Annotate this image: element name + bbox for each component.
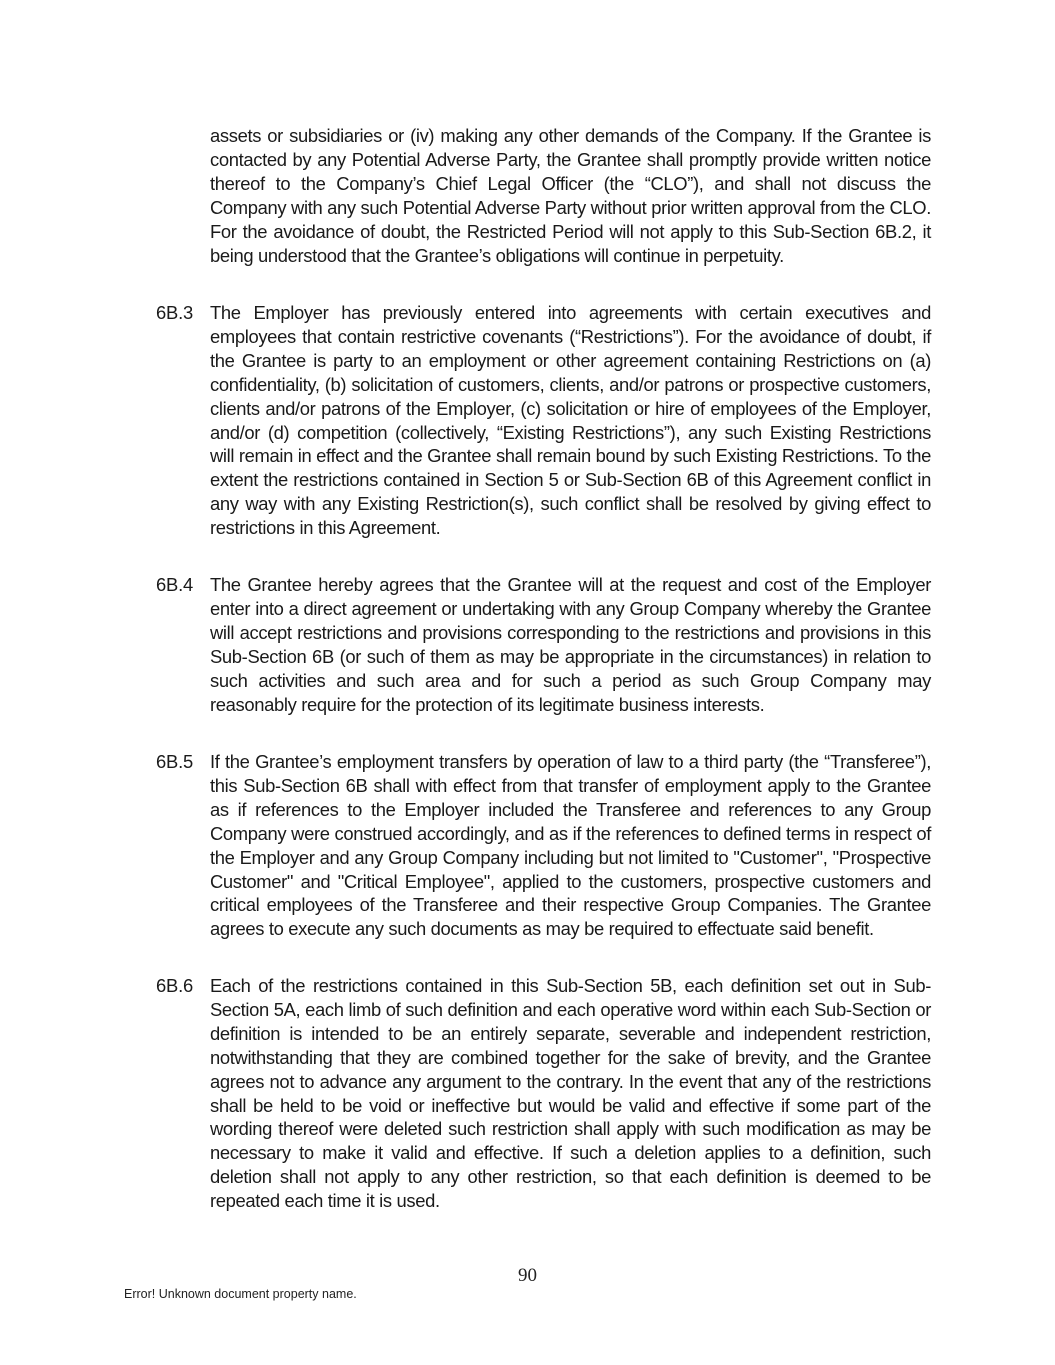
section-number-6b5: 6B.5 <box>156 751 194 772</box>
section-number-6b4: 6B.4 <box>156 574 194 595</box>
section-number-6b6: 6B.6 <box>156 975 194 996</box>
footer-text: Error! Unknown document property name. <box>124 1287 357 1301</box>
section-paragraph-6b5: If the Grantee’s employment transfers by operation of law to a third party (the “Transferee”), this Sub-Section 6B shall with effect from that transfer of employment apply to the Grantee as if references to the Employer included the Transferee and references to any Group Company were construed accordingly, and as if the references to defined terms in respect of the Employer and any Group Company including but not limited to "Customer", "Prospective Customer" and "Critical Employee", applied to the customers, prospective customers and critical employees of the Transferee and their respective Group Companies. The Grantee agrees to execute any such documents as may be required to effectuate said benefit. <box>210 751 931 940</box>
continuation-paragraph: assets or subsidiaries or (iv) making any other demands of the Company. If the Grantee is contacted by any Potential Adverse Party, the Grantee shall promptly provide written notice thereof to the Company’s Chief Legal Officer (the “CLO”), and shall not discuss the Company with any such Potential Adverse Party without prior written approval from the CLO. For the avoidance of doubt, the Restricted Period will not apply to this Sub-Section 6B.2, it being understood that the Grantee’s obligations will continue in perpetuity. <box>210 125 931 266</box>
section-number-6b3: 6B.3 <box>156 302 194 323</box>
page-number: 90 <box>518 1265 537 1286</box>
section-paragraph-6b6: Each of the restrictions contained in this Sub-Section 5B, each definition set out in Sub-Section 5A, each limb of such definition and each operative word within each Sub-Section or definition is intended to be an entirely separate, severable and independent restriction, notwithstanding that they are combined together for the sake of brevity, and the Grantee agrees not to advance any argument to the contrary. In the event that any of the restrictions shall be held to be void or ineffective but would be valid and effective if some part of the wording thereof were deleted such restriction shall apply with such modification as may be necessary to make it valid and effective. If such a deletion applies to a definition, such deletion shall not apply to any other restriction, so that each definition is deemed to be repeated each time it is used. <box>210 975 931 1212</box>
section-paragraph-6b3: The Employer has previously entered into agreements with certain executives and employees that contain restrictive covenants (“Restrictions”). For the avoidance of doubt, if the Grantee is party to an employment or other agreement containing Restrictions on (a) confidentiality, (b) solicitation of customers, clients, and/or patrons or prospective customers, clients and/or patrons of the Employer, (c) solicitation or hire of employees of the Employer, and/or (d) competition (collectively, “Existing Restrictions”), any such Existing Restrictions will remain in effect and the Grantee shall remain bound by such Existing Restrictions. To the extent the restrictions contained in Section 5 or Sub-Section 6B of this Agreement conflict in any way with any Existing Restriction(s), such conflict shall be resolved by giving effect to restrictions in this Agreement. <box>210 302 931 539</box>
section-paragraph-6b4: The Grantee hereby agrees that the Grantee will at the request and cost of the Employer enter into a direct agreement or undertaking with any Group Company whereby the Grantee will accept restrictions and provisions corresponding to the restrictions and provisions in this Sub-Section 6B (or such of them as may be appropriate in the circumstances) in relation to such activities and such area and for such a period as such Group Company may reasonably require for the protection of its legitimate business interests. <box>210 574 931 715</box>
